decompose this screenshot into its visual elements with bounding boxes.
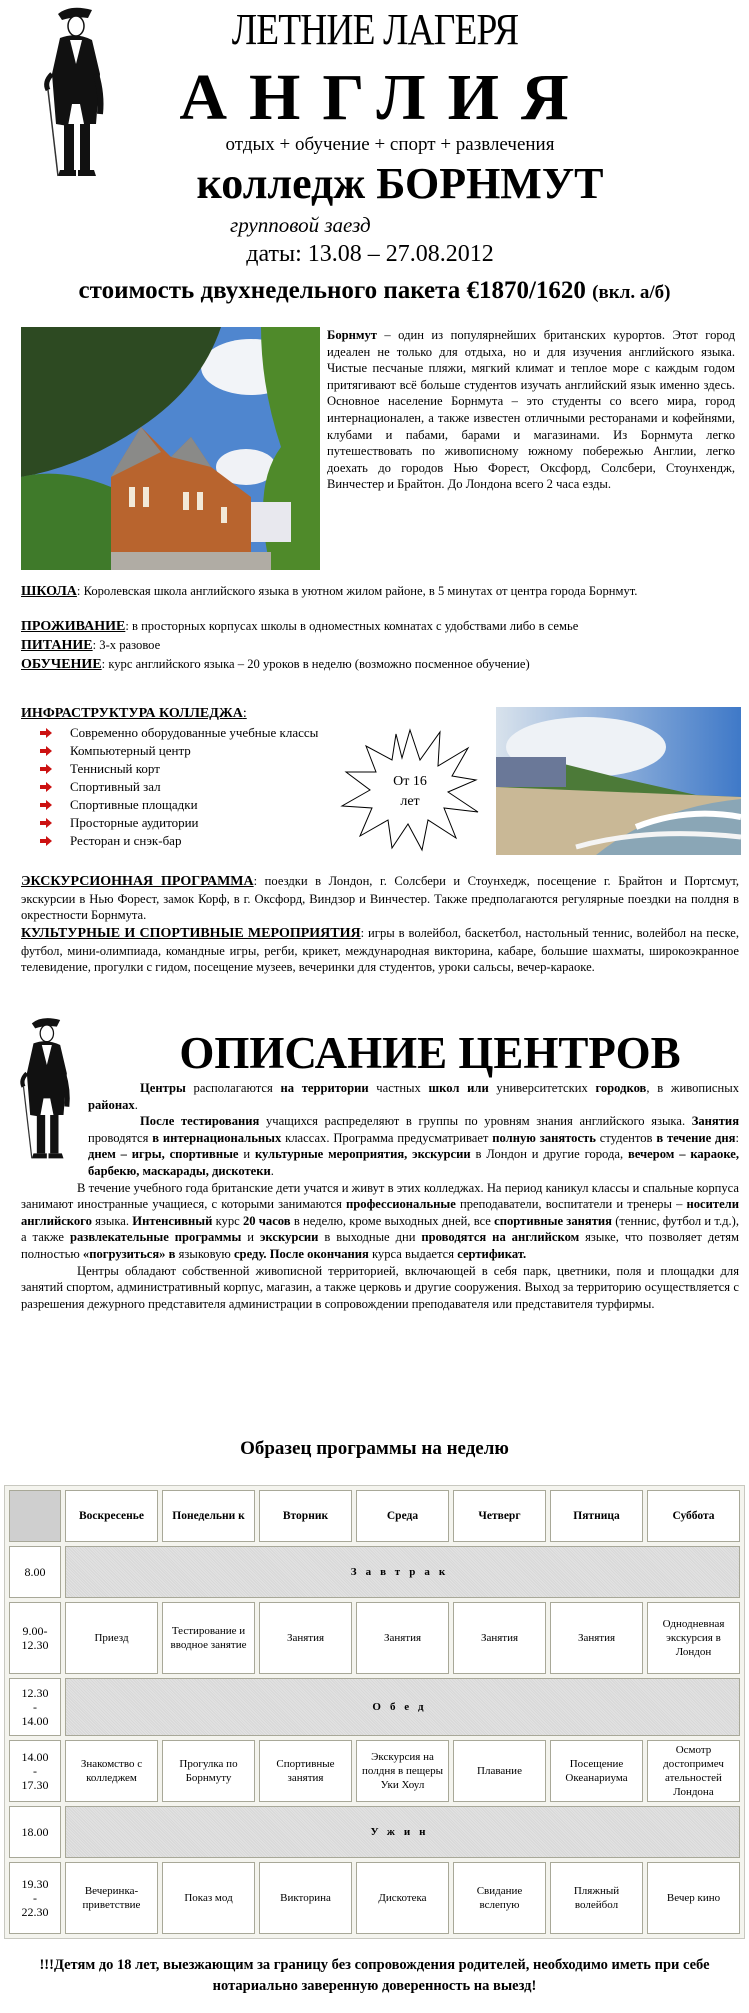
info-study xyxy=(21,656,739,674)
bold-run: Интенсивный xyxy=(132,1213,213,1228)
activity-cell: Осмотр достопримеч ательностей Лондона xyxy=(647,1740,740,1802)
soldier-illustration xyxy=(30,4,120,184)
bold-run: экскурсии xyxy=(259,1230,319,1245)
college-name: колледж БОРНМУТ xyxy=(196,159,604,208)
price-note: (вкл. а/б) xyxy=(592,282,671,303)
info-label: ОБУЧЕНИЕ xyxy=(21,657,102,672)
info-text: : курс английского языка – 20 уроков в неделю (возможно посменное обучение) xyxy=(101,657,530,671)
activity-cell: Занятия xyxy=(453,1602,546,1674)
activity-cell: Тестирование и вводное занятие xyxy=(162,1602,255,1674)
time-cell: 18.00 xyxy=(9,1806,61,1858)
day-header: Воскресенье xyxy=(65,1490,158,1542)
bold-run: школ или xyxy=(428,1081,489,1095)
list-item xyxy=(40,832,318,850)
arrow-bullet-icon xyxy=(40,746,52,756)
arrow-bullet-icon xyxy=(40,818,52,828)
centers-paragraph-2 xyxy=(21,1080,739,1180)
info-label: ПРОЖИВАНИЕ xyxy=(21,619,126,634)
bold-run: 20 часов xyxy=(242,1213,291,1228)
bold-run: полную занятость xyxy=(492,1130,596,1145)
meal-row xyxy=(9,1546,740,1598)
meal-cell: Обед xyxy=(65,1678,740,1736)
text-run: классах. Программа предусматривает xyxy=(281,1130,493,1145)
bold-run: профессиональные xyxy=(346,1197,456,1212)
activity-cell: Дискотека xyxy=(356,1862,449,1934)
text-run: в Лондон и другие города, xyxy=(470,1147,628,1162)
text-run: частных xyxy=(368,1081,429,1095)
list-item-text: Спортивные площадки xyxy=(70,797,198,812)
text-run: языка. xyxy=(91,1213,133,1228)
time-cell: 9.00- 12.30 xyxy=(9,1602,61,1674)
info-accommodation xyxy=(21,618,739,636)
list-item xyxy=(40,760,318,778)
bold-run: днем – игры, спортивные xyxy=(88,1147,239,1162)
text-run: курс xyxy=(212,1213,243,1228)
intro-paragraph xyxy=(327,327,735,493)
activity-cell: Экскурсия на полдня в пещеры Уки Хоул xyxy=(356,1740,449,1802)
title-country: АНГЛИЯ xyxy=(179,61,591,134)
activity-row xyxy=(9,1602,740,1674)
bold-run: спортивные занятия xyxy=(494,1213,612,1228)
bold-run: в течение дня xyxy=(656,1130,736,1145)
time-cell: 19.30 - 22.30 xyxy=(9,1862,61,1934)
excursions-text: : поездки в Лондон, г. Солсбери и Стоунхедж, посещение г. Брайтон и Портсмут, экскурсии в Нью Форест, замок Корф, в г. Оксфорд, Виндзор и Винчестер. Также предполагаются регулярные поездки на полдня в окрестности Борнмута. xyxy=(21,874,740,923)
activity-cell: Плавание xyxy=(453,1740,546,1802)
centers-paragraph-2-text xyxy=(21,1113,739,1179)
bold-run: Занятия xyxy=(691,1114,740,1129)
bold-run: носители английского xyxy=(21,1197,739,1228)
bold-run: культурные мероприятия, экскурсии xyxy=(254,1147,471,1162)
meal-row xyxy=(9,1806,740,1858)
bold-run: районах xyxy=(88,1097,135,1112)
arrow-bullet-icon xyxy=(40,764,52,774)
centers-text xyxy=(21,1080,739,1312)
activity-cell: Занятия xyxy=(356,1602,449,1674)
bold-run: среду. После окончания xyxy=(233,1246,369,1261)
table-header-row xyxy=(9,1490,740,1542)
activity-cell: Знакомство с колледжем xyxy=(65,1740,158,1802)
bold-run: проводятся на английском xyxy=(421,1230,580,1245)
age-badge-line1: От 16 xyxy=(393,774,427,789)
text-run: В течение учебного года британские дети учатся и живут в этих колледжах. На период каникул классы и спальные корпуса занимают иностранные учащиеся, с которыми занимаются xyxy=(21,1180,739,1212)
dates: даты: 13.08 – 27.08.2012 xyxy=(246,241,494,267)
list-item-text: Просторные аудитории xyxy=(70,815,199,830)
activity-cell: Посещение Океанариума xyxy=(550,1740,643,1802)
schedule-table xyxy=(4,1485,745,1939)
text-run: курса выдается xyxy=(368,1246,458,1261)
time-cell: 14.00 - 17.30 xyxy=(9,1740,61,1802)
activity-cell: Пляжный волейбол xyxy=(550,1862,643,1934)
price xyxy=(0,275,749,309)
list-item-text: Теннисный корт xyxy=(70,761,160,776)
bold-run: вечером – караоке, барбекю, маскарады, дискотеки xyxy=(88,1147,739,1178)
age-badge-text xyxy=(370,772,450,812)
text-run: студентов xyxy=(595,1130,657,1145)
activity-row xyxy=(9,1740,740,1802)
list-item-text: Современно оборудованные учебные классы xyxy=(70,725,319,740)
text-run: проводятся xyxy=(88,1130,153,1145)
meal-row xyxy=(9,1678,740,1736)
list-item xyxy=(40,742,318,760)
activity-cell: Викторина xyxy=(259,1862,352,1934)
bold-run: «погрузиться» в xyxy=(82,1246,176,1261)
warning-notice: !!!Детям до 18 лет, выезжающим за границу без сопровождения родителей, необходимо иметь при себе нотариально заверенную доверенность на выезд! xyxy=(39,1957,710,1994)
text-run: располагаются xyxy=(185,1081,281,1095)
day-header: Четверг xyxy=(453,1490,546,1542)
text-run: языке, что позволяет детям полностью xyxy=(21,1230,739,1261)
activity-cell: Занятия xyxy=(259,1602,352,1674)
intro-lead: Борнмут xyxy=(327,328,377,342)
bold-run: развлекательные программы xyxy=(69,1230,242,1245)
activity-cell: Вечеринка-приветствие xyxy=(65,1862,158,1934)
centers-heading: ОПИСАНИЕ ЦЕНТРОВ xyxy=(179,1028,681,1078)
infrastructure-list xyxy=(40,724,318,850)
activities-label: КУЛЬТУРНЫЕ И СПОРТИВНЫЕ МЕРОПРИЯТИЯ xyxy=(21,926,361,941)
bold-run: городков xyxy=(595,1081,647,1095)
text-run: учащихся распределяют в группы по уровням знания английского языка. xyxy=(259,1114,692,1129)
text-run: , в живописных xyxy=(646,1081,740,1095)
age-badge-line2: лет xyxy=(400,794,420,809)
list-item xyxy=(40,814,318,832)
schedule-title: Образец программы на неделю xyxy=(240,1438,509,1459)
activities-paragraph xyxy=(21,925,739,976)
excursions-label: ЭКСКУРСИОННАЯ ПРОГРАММА xyxy=(21,874,254,889)
title-summer-camps: ЛЕТНИЕ ЛАГЕРЯ xyxy=(231,5,519,54)
activity-row xyxy=(9,1862,740,1934)
text-run: в выходные дни xyxy=(318,1230,422,1245)
text-run: в неделю, кроме выходных дней, все xyxy=(290,1213,495,1228)
activity-cell: Свидание вслепую xyxy=(453,1862,546,1934)
infrastructure-title-text: ИНФРАСТРУКТУРА КОЛЛЕДЖА xyxy=(21,706,243,721)
info-school xyxy=(21,583,739,601)
text-run: языковую xyxy=(175,1246,234,1261)
info-text: : в просторных корпусах школы в одноместных комнатах с удобствами либо в семье xyxy=(125,619,579,633)
info-label: ПИТАНИЕ xyxy=(21,638,93,653)
day-header: Суббота xyxy=(647,1490,740,1542)
college-photo xyxy=(21,327,320,570)
list-item xyxy=(40,796,318,814)
text-run: и xyxy=(238,1147,255,1162)
time-cell: 12.30 - 14.00 xyxy=(9,1678,61,1736)
bold-run: в интернациональных xyxy=(152,1130,282,1145)
activity-cell: Спортивные занятия xyxy=(259,1740,352,1802)
group-arrival: групповой заезд xyxy=(230,213,371,237)
bold-run: сертификат. xyxy=(457,1246,527,1261)
list-item-text: Спортивный зал xyxy=(70,779,161,794)
time-cell: 8.00 xyxy=(9,1546,61,1598)
arrow-bullet-icon xyxy=(40,782,52,792)
text-run: университетских xyxy=(488,1081,596,1095)
arrow-bullet-icon xyxy=(40,836,52,846)
day-header: Понедельни к xyxy=(162,1490,255,1542)
bold-run: После тестирования xyxy=(140,1114,260,1129)
intro-text: – один из популярнейших британских курортов. Этот город идеален не только для отдыха, но и для изучения английского языка. Чистые песчаные пляжи, мягкий климат и теплое море с каждым годом притягивают всё больше студентов изучать английский язык именно здесь. Основное население Борнмута – это студенты со всего мира, город интернационален, а также известен отличными ресторанами и кофейнями, клубами и пабами, барами и магазинами. Из Борнмута легко путешествовать по живописному южному побережью Англии, легко доехать до городов Нью Форест, Оксфорд, Солсбери, Стоунхендж, Винчестер и Брайтон. До Лондона всего 2 часа езды. xyxy=(327,328,735,492)
activities-text: : игры в волейбол, баскетбол, настольный теннис, волейбол на песке, футбол, мини-олимпиада, командные игры, регби, крикет, международная викторина, кабаре, большие шахматы, широкоэкранное телевидение, прогулки с гидом, посещение музеев, вечеринки для студентов, уроки сальсы, вечер-караоке. xyxy=(21,926,739,975)
day-header: Среда xyxy=(356,1490,449,1542)
list-item-text: Ресторан и снэк-бар xyxy=(70,833,182,848)
activity-cell: Однодневная экскурсия в Лондон xyxy=(647,1602,740,1674)
activity-cell: Вечер кино xyxy=(647,1862,740,1934)
list-item xyxy=(40,724,318,742)
info-text: : 3-х разовое xyxy=(92,638,161,652)
activity-cell: Показ мод xyxy=(162,1862,255,1934)
excursions-paragraph xyxy=(21,873,739,924)
beach-photo xyxy=(496,707,741,855)
arrow-bullet-icon xyxy=(40,728,52,738)
infrastructure-title xyxy=(21,706,247,722)
list-item xyxy=(40,778,318,796)
info-meals xyxy=(21,637,739,655)
centers-paragraph-4: Центры обладают собственной живописной территорией, включающей в себя парк, цветники, поля и площадки для занятий спортом, административный корпус, магазин, а также церковь и другие сооружения. Выход за территорию осуществляется с разрешения дежурного представителя администрации в сопровождении преподавателя или представителя турфирмы. xyxy=(21,1263,739,1311)
activity-cell: Прогулка по Борнмуту xyxy=(162,1740,255,1802)
price-main: стоимость двухнедельного пакета €1870/1620 xyxy=(78,277,586,304)
activity-cell: Занятия xyxy=(550,1602,643,1674)
day-header: Пятница xyxy=(550,1490,643,1542)
day-header: Вторник xyxy=(259,1490,352,1542)
centers-paragraph-3 xyxy=(21,1180,739,1263)
bold-run: Центры xyxy=(140,1081,186,1095)
centers-paragraph-1-text xyxy=(21,1080,739,1113)
subtitle: отдых + обучение + спорт + развлечения xyxy=(225,134,555,155)
text-run: и xyxy=(241,1230,260,1245)
meal-cell: Завтрак xyxy=(65,1546,740,1598)
text-run: (теннис, футбол и т.д.), а также xyxy=(21,1213,740,1245)
infrastructure-colon: : xyxy=(242,706,247,721)
text-run: : xyxy=(735,1130,739,1145)
arrow-bullet-icon xyxy=(40,800,52,810)
text-run: . xyxy=(134,1097,138,1112)
info-text: : Королевская школа английского языка в уютном жилом районе, в 5 минутах от центра города Борнмут. xyxy=(76,584,638,598)
meal-cell: Ужин xyxy=(65,1806,740,1858)
list-item-text: Компьютерный центр xyxy=(70,743,191,758)
table-corner-cell xyxy=(9,1490,61,1542)
text-run: . xyxy=(270,1163,274,1178)
bold-run: на территории xyxy=(280,1081,369,1095)
activity-cell: Приезд xyxy=(65,1602,158,1674)
text-run: преподаватели, воспитатели и тренеры – xyxy=(455,1197,687,1212)
info-label: ШКОЛА xyxy=(21,584,77,599)
